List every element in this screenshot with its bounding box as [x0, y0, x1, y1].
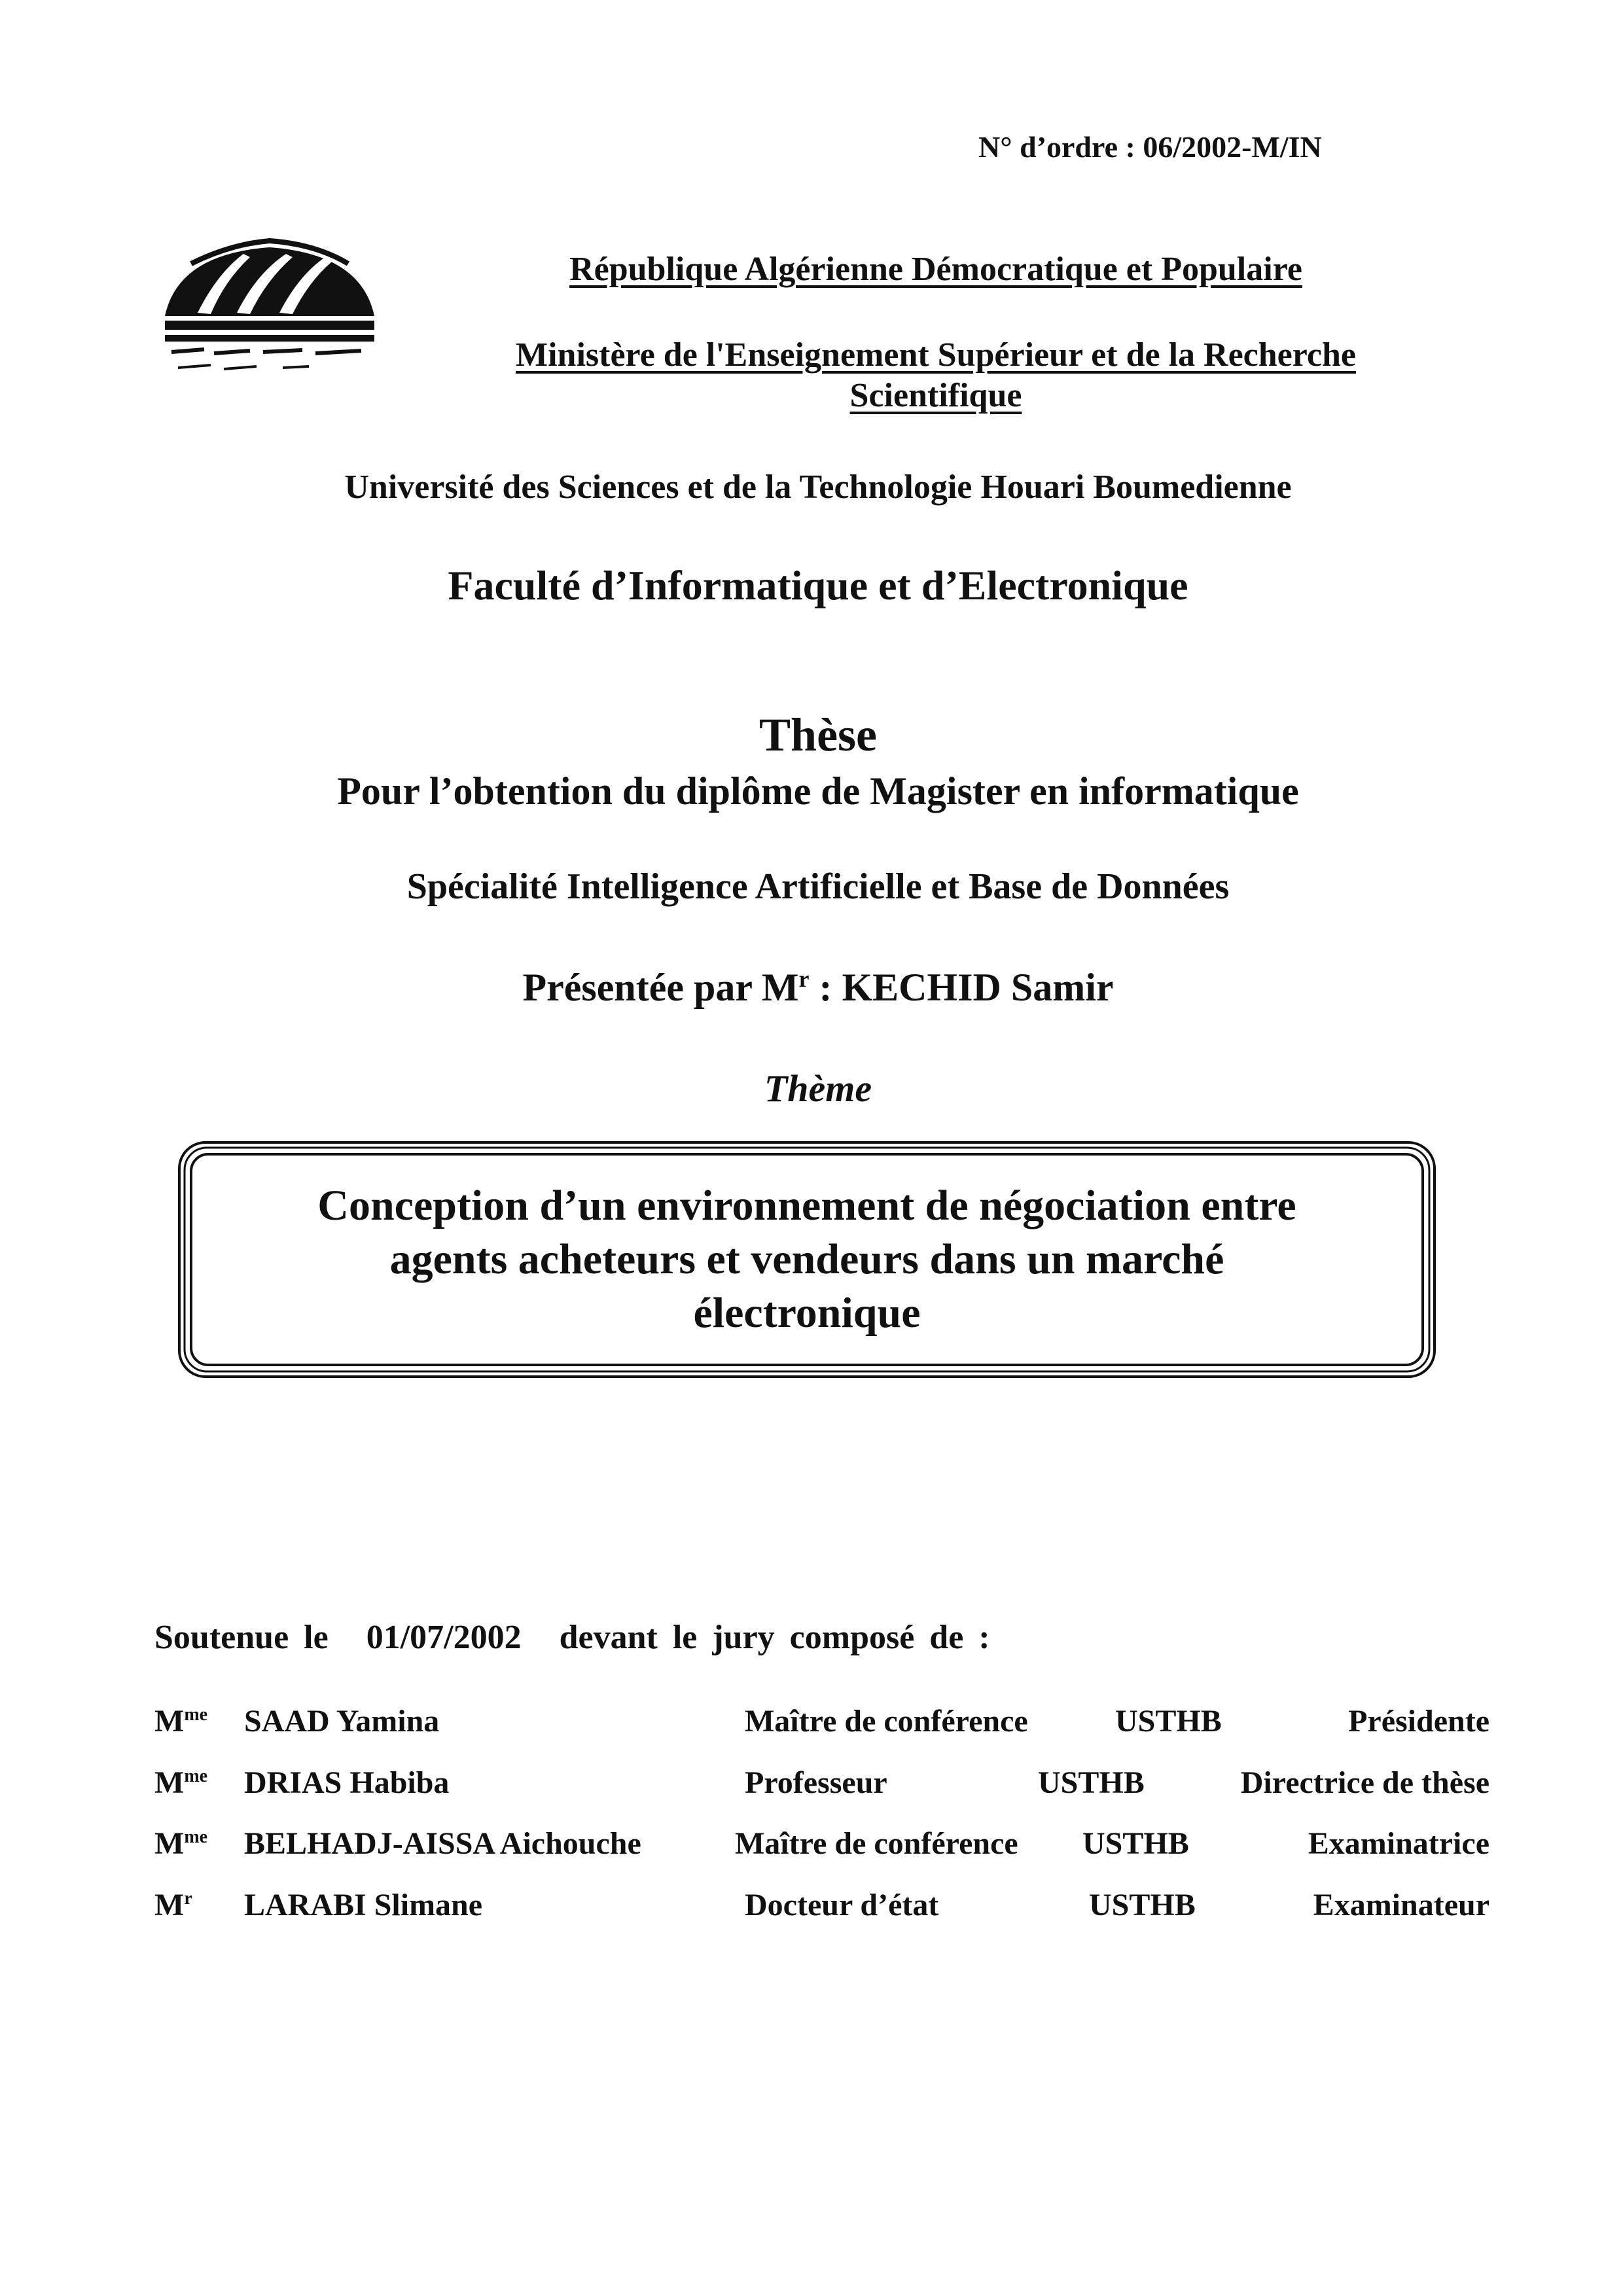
jury-name: BELHADJ-AISSA Aichouche: [244, 1826, 641, 1861]
thesis-title-box: [175, 1139, 1438, 1381]
jury-title: $M^{me}$: [154, 1765, 208, 1800]
presented-by: [131, 965, 1505, 1010]
ministry-heading: [366, 335, 1505, 416]
jury-role: Directrice de thèse: [1240, 1765, 1489, 1800]
jury-institution: USTHB: [1115, 1704, 1222, 1739]
jury-rank: Maître de conférence: [735, 1826, 1018, 1861]
jury-name: SAAD Yamina: [244, 1704, 440, 1739]
presented-by-prefix: Présentée par M: [522, 966, 799, 1009]
diploma-line: Pour l’obtention du diplôme de Magister en informatique: [337, 769, 1299, 813]
specialty-line: Spécialité Intelligence Artificielle et Base de Données: [406, 866, 1230, 907]
republic-heading: [458, 250, 1414, 289]
ministry-line-1: Ministère de l'Enseignement Supérieur et de la Recherche: [516, 336, 1356, 374]
defense-date: 01/07/2002: [366, 1619, 522, 1656]
jury-row: [154, 1887, 1489, 1933]
defense-suffix: devant le jury composé de :: [559, 1619, 990, 1656]
jury-role: Présidente: [1348, 1704, 1489, 1739]
presented-by-sup: r: [798, 966, 810, 992]
jury-role: Examinateur: [1313, 1888, 1489, 1922]
jury-title: $M^{me}$: [154, 1826, 208, 1861]
order-number: N° d’ordre : 06/2002-M/IN: [978, 130, 1322, 164]
thesis-title: [215, 1179, 1399, 1340]
jury-row: [154, 1765, 1489, 1810]
jury-institution: USTHB: [1089, 1888, 1196, 1922]
university-logo-icon: [152, 228, 387, 385]
faculty-name: Faculté d’Informatique et d’Electronique: [448, 562, 1188, 609]
university-name: Université des Sciences et de la Technologie Houari Boumedienne: [344, 468, 1292, 506]
ministry-line-2: Scientifique: [849, 377, 1022, 414]
thesis-title-line-3: électronique: [693, 1289, 921, 1337]
jury-name: DRIAS Habiba: [244, 1765, 450, 1800]
theme-label: Thème: [764, 1067, 872, 1110]
university-logo: [152, 228, 387, 385]
jury-role: Examinatrice: [1308, 1826, 1489, 1861]
jury-title: $M^r$: [154, 1888, 192, 1922]
jury-rank: Maître de conférence: [745, 1704, 1028, 1739]
jury-institution: USTHB: [1038, 1765, 1145, 1800]
jury-row: [154, 1826, 1489, 1871]
defense-line: [154, 1618, 1028, 1657]
thesis-title-line-1: Conception d’un environnement de négociation entre: [317, 1182, 1296, 1229]
thesis-title-line-2: agents acheteurs et vendeurs dans un marché: [389, 1235, 1224, 1283]
jury-rank: Professeur: [745, 1765, 887, 1800]
republic-text: République Algérienne Démocratique et Populaire: [569, 251, 1302, 288]
author-name: : KECHID Samir: [809, 966, 1114, 1009]
jury-institution: USTHB: [1082, 1826, 1189, 1861]
jury-row: [154, 1703, 1489, 1749]
thesis-type: Thèse: [759, 709, 877, 761]
jury-name: LARABI Slimane: [244, 1888, 483, 1922]
defense-prefix: Soutenue le: [154, 1619, 329, 1656]
jury-rank: Docteur d’état: [745, 1888, 939, 1922]
jury-title: $M^{me}$: [154, 1704, 208, 1739]
